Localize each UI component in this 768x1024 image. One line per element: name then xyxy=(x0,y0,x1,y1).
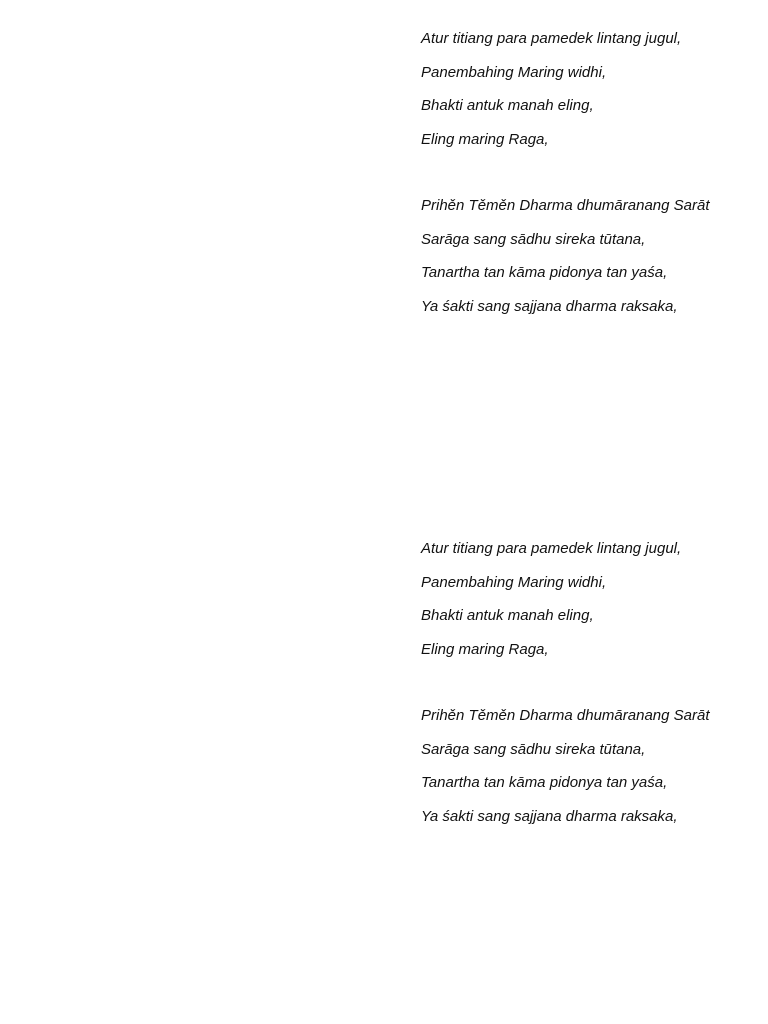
verse-line: Eling maring Raga, xyxy=(421,130,549,148)
verse-line: Sarāga sang sādhu sireka tūtana, xyxy=(421,740,646,758)
verse-line: Ya śakti sang sajjana dharma raksaka, xyxy=(421,807,678,825)
verse-line: Tanartha tan kāma pidonya tan yaśa, xyxy=(421,264,668,281)
verse-line: Prihěn Těměn Dharma dhumāranang Sarāt xyxy=(421,197,710,214)
poem-block-bottom xyxy=(421,538,761,839)
verse-line: Atur titiang para pamedek lintang jugul, xyxy=(421,30,682,47)
verse-line: Tanartha tan kāma pidonya tan yaśa, xyxy=(421,774,668,791)
verse-line: Atur titiang para pamedek lintang jugul, xyxy=(421,540,682,557)
verse-line: Eling maring Raga, xyxy=(421,640,549,658)
verse-line: Bhakti antuk manah eling, xyxy=(421,607,594,624)
poem-block-top xyxy=(421,28,761,329)
stanza-gap xyxy=(421,672,761,705)
verse-line: Bhakti antuk manah eling, xyxy=(421,97,594,114)
verse-line: Prihěn Těměn Dharma dhumāranang Sarāt xyxy=(421,707,710,724)
verse-line: Panembahing Maring widhi, xyxy=(421,573,607,591)
stanza-gap xyxy=(421,162,761,195)
verse-line: Sarāga sang sādhu sireka tūtana, xyxy=(421,230,646,248)
verse-line: Panembahing Maring widhi, xyxy=(421,63,607,81)
verse-line: Ya śakti sang sajjana dharma raksaka, xyxy=(421,297,678,315)
